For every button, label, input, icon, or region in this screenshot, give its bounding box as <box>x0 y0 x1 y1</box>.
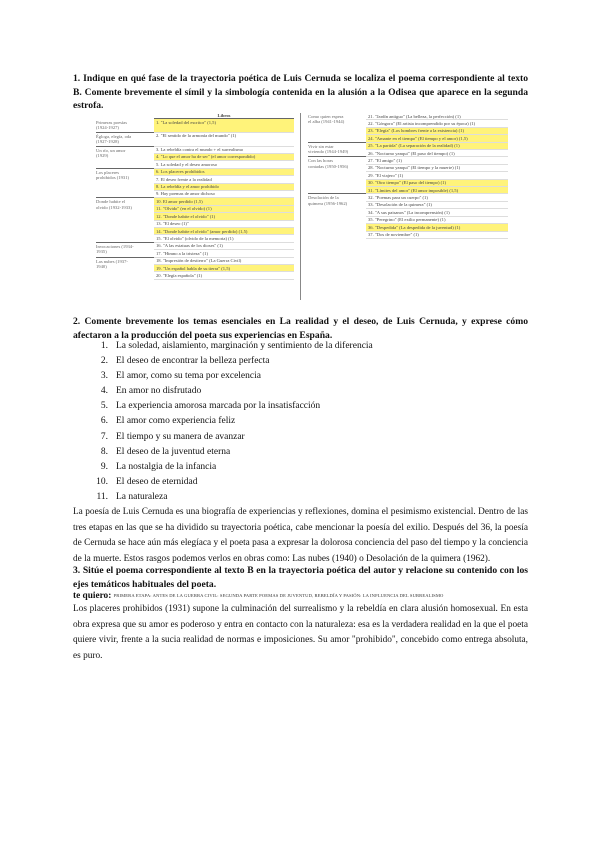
table-row <box>96 168 294 175</box>
list-item-text: El amor, como su tema por excelencia <box>116 371 261 382</box>
book-label: Un río, un amor (1929) <box>96 146 154 168</box>
answer-heading <box>73 590 528 602</box>
book-label: Con las horas contadas (1950-1956) <box>308 157 366 194</box>
list-item-text: La soledad, aislamiento, marginación y sentimiento de la diferencia <box>116 341 373 351</box>
list-item-text: La nostalgia de la infancia <box>116 461 217 472</box>
list-item <box>91 430 521 445</box>
poem-entry: 6. Los placeres prohibidos <box>154 168 294 175</box>
list-item-number: 6. <box>100 416 108 427</box>
table-row <box>308 113 508 120</box>
list-item <box>91 369 521 384</box>
poem-entry: 14. "Donde habite el olvido" (amor perdido) (1,5) <box>154 228 294 235</box>
list-item <box>91 339 521 354</box>
table-row <box>96 132 294 146</box>
poems-table-left <box>96 113 294 280</box>
poem-entry: 21. "Jardín antiguo" (La belleza, la perfección) (1) <box>366 113 508 120</box>
list-item-number: 2. <box>100 356 108 367</box>
list-item-text: El tiempo y su manera de avanzar <box>116 431 245 442</box>
book-label: Égloga, elegía, oda (1927-1928) <box>96 132 154 146</box>
poem-entry: 31. "Límites del amor" (El amor imposible) (1,5) <box>366 187 508 194</box>
table-row <box>308 157 508 164</box>
book-label: Los placeres prohibidos (1931) <box>96 168 154 198</box>
list-item-number: 5. <box>100 401 108 412</box>
question-2-answer: La poesía de Luis Cernuda es una biografía de experiencias y reflexiones, domina el pesimismo existencial. Dentro de las tres etapas en las que se ha dividido su trayectoria poética, cabe mencionar la poesía del exilio. Después del 36, la poesía de Cernuda se hace aún más elegíaca y el poeta pasa a expresar la dolorosa conciencia del paso del tiempo y la conciencia de la muerte. Estos rasgos podemos verlos en obras como: Las nubes (1940) o Desolación de la quimera (1962). <box>73 507 528 564</box>
poem-entry: 33. "Desolación de la quimera" (1) <box>366 201 508 208</box>
poem-entry: 29. "El viajero" (1) <box>366 172 508 179</box>
book-label: Desolación de la quimera (1956-1962) <box>308 194 366 238</box>
list-item <box>91 445 521 460</box>
list-item-number: 9. <box>100 461 108 472</box>
poem-entry: 4. "Lo que el amor ha de ser" (el amor correspondido) <box>154 153 294 160</box>
question-3-title: 3. Sitúe el poema correspondiente al texto B en la trayectoria poética del autor y relacione su contenido con los ejes temáticos habituales del poeta. <box>73 565 528 590</box>
poem-entry: 34. "A sus paisanos" (La incomprensión) (1) <box>366 209 508 216</box>
poem-entry: 19. "Un español habla de su tierra" (1,5) <box>154 265 294 272</box>
list-item <box>91 460 521 475</box>
table-row <box>96 119 294 132</box>
poem-entry: 28. "Nocturno yanqui" (El tiempo y la muerte) (1) <box>366 164 508 171</box>
list-item-text: La naturaleza <box>116 491 168 502</box>
poem-entry: 2. "El sentido de la armonía del mundo" (1) <box>154 132 294 146</box>
poem-entry: 24. "Amante en el tiempo" (El tiempo y el amor) (1,5) <box>366 135 508 142</box>
list-item-text: El deseo de la juventud eterna <box>116 446 231 457</box>
answer-label: te quiero: <box>73 591 112 602</box>
list-item <box>91 475 521 490</box>
poem-entry: 11. "Olvido" (en el olvido) (1) <box>154 205 294 212</box>
poems-table-right <box>308 113 508 239</box>
poem-entry: 5. La soledad y el deseo amoroso <box>154 161 294 168</box>
poem-entry: 1. "La soledad del escritor" (1,5) <box>154 119 294 132</box>
poem-entry: 26. "Nocturno yanqui" (El paso del tiempo) (1) <box>366 150 508 157</box>
poem-entry: 18. "Impresión de destierro" (La Guerra Civil) <box>154 257 294 264</box>
poem-entry: 17. "Himno a la tristeza" (1) <box>154 250 294 257</box>
list-item-text: La experiencia amorosa marcada por la insatisfacción <box>116 401 321 412</box>
poem-entry: 20. "Elegía española" (1) <box>154 272 294 279</box>
book-label: Primeras poesías (1924-1927) <box>96 119 128 131</box>
list-item-number: 10. <box>96 476 108 487</box>
poem-entry: 13. "El deseo (1)" <box>154 220 294 227</box>
question-1-title: 1. Indique en qué fase de la trayectoria poética de Luis Cernuda se localiza el poema correspondiente al texto B. Comente brevemente el símil y la simbología contenida en la alusión a la Odisea que aparece en la segunda estrofa. <box>73 73 528 111</box>
book-label: Donde habite el olvido (1932-1933) <box>96 198 154 242</box>
poem-entry: 37. "Dos de noviembre" (1) <box>366 231 508 238</box>
question-2-title: 2. Comente brevemente los temas esenciales en La realidad y el deseo, de Luis Cernuda, y exprese cómo afectaron a la producción del poeta sus experiencias en España. <box>73 316 528 341</box>
poem-entry: 10. El amor perdido (1,5) <box>154 198 294 205</box>
list-item <box>91 490 521 505</box>
poem-entry: 32. "Poemas para un cuerpo" (1) <box>366 194 508 201</box>
list-item <box>91 354 521 369</box>
list-item-number: 4. <box>100 386 108 397</box>
book-label: Como quien espera el alba (1941-1944) <box>308 114 345 125</box>
list-item-number: 7. <box>100 431 108 442</box>
book-label: Vivir sin estar viviendo (1944-1949) <box>308 142 366 157</box>
answer-stage-note: PRIMERA ETAPA: ANTES DE LA GUERRA CIVIL: SEGUNDA PARTE POEMAS DE JUVENTUD, REBELDÍA Y PASIÓN: LA INFLUENCIA DEL SURREALISMO <box>113 593 444 598</box>
list-item-number: 3. <box>100 371 108 382</box>
list-item <box>91 384 521 399</box>
table-divider <box>300 113 301 300</box>
poem-entry: 16. "A las estatuas de los dioses" (1) <box>154 242 294 249</box>
table-row <box>96 146 294 153</box>
poem-entry: 27. "El amigo" (1) <box>366 157 508 164</box>
table-header: Libros <box>154 113 294 119</box>
poem-entry: 12. "Donde habite el olvido" (1) <box>154 213 294 220</box>
table-row <box>96 242 294 249</box>
list-item-text: El amor como experiencia feliz <box>116 416 236 427</box>
poem-entry: 25. "La partida" (La separación de la realidad) (1) <box>366 142 508 149</box>
list-item-text: En amor no disfrutado <box>116 386 202 397</box>
table-row <box>96 198 294 205</box>
book-label: Las nubes (1937- 1940) <box>96 257 154 279</box>
poem-entry: 22. "Góngora" (El artista incomprendido por su época) (1) <box>366 120 508 127</box>
list-item-number: 1. <box>100 341 108 351</box>
book-label: Invocaciones (1934- 1935) <box>96 242 154 257</box>
table-row <box>308 194 508 201</box>
poem-entry: 9. Hay poemas de amor dichoso <box>154 190 294 197</box>
poem-entry: 36. "Despedida" (La despedida de la juventud) (1) <box>366 224 508 231</box>
poem-entry: 30. "Otro tiempo" (El paso del tiempo) (1) <box>366 179 508 186</box>
poem-entry: 35. "Peregrino" (El exilio permanente) (1) <box>366 216 508 223</box>
list-item <box>91 414 521 429</box>
question-3-answer: Los placeres prohibidos (1931) supone la culminación del surrealismo y la rebeldía en clara alusión homosexual. En esta obra expresa que su amor es poderoso y entra en contacto con la naturaleza: esa es la verdadera realidad en la que el poeta quiere vivir, frente a la sucia realidad de normas e imposiciones. Su amor "prohibido", concebido como entrega absoluta, es puro. <box>73 604 528 661</box>
poem-entry: 7. El deseo frente a la realidad <box>154 176 294 183</box>
list-item-text: El deseo de encontrar la belleza perfecta <box>116 356 270 367</box>
table-row <box>96 257 294 264</box>
list-item-text: El deseo de eternidad <box>116 476 198 487</box>
poem-entry: 8. La rebeldía y el amor prohibido <box>154 183 294 190</box>
themes-list <box>91 339 521 505</box>
poem-entry: 3. La rebeldía contra el mundo + el surrealismo <box>154 146 294 153</box>
table-row <box>308 142 508 149</box>
list-item <box>91 399 521 414</box>
poem-entry: 23. "Elegía" (Los hombres frente a la existencia) (1) <box>366 127 508 134</box>
list-item-number: 8. <box>100 446 108 457</box>
poem-entry: 15. "El olvido" (olvido de la memoria) (1) <box>154 235 294 242</box>
list-item-number: 11. <box>96 491 108 502</box>
